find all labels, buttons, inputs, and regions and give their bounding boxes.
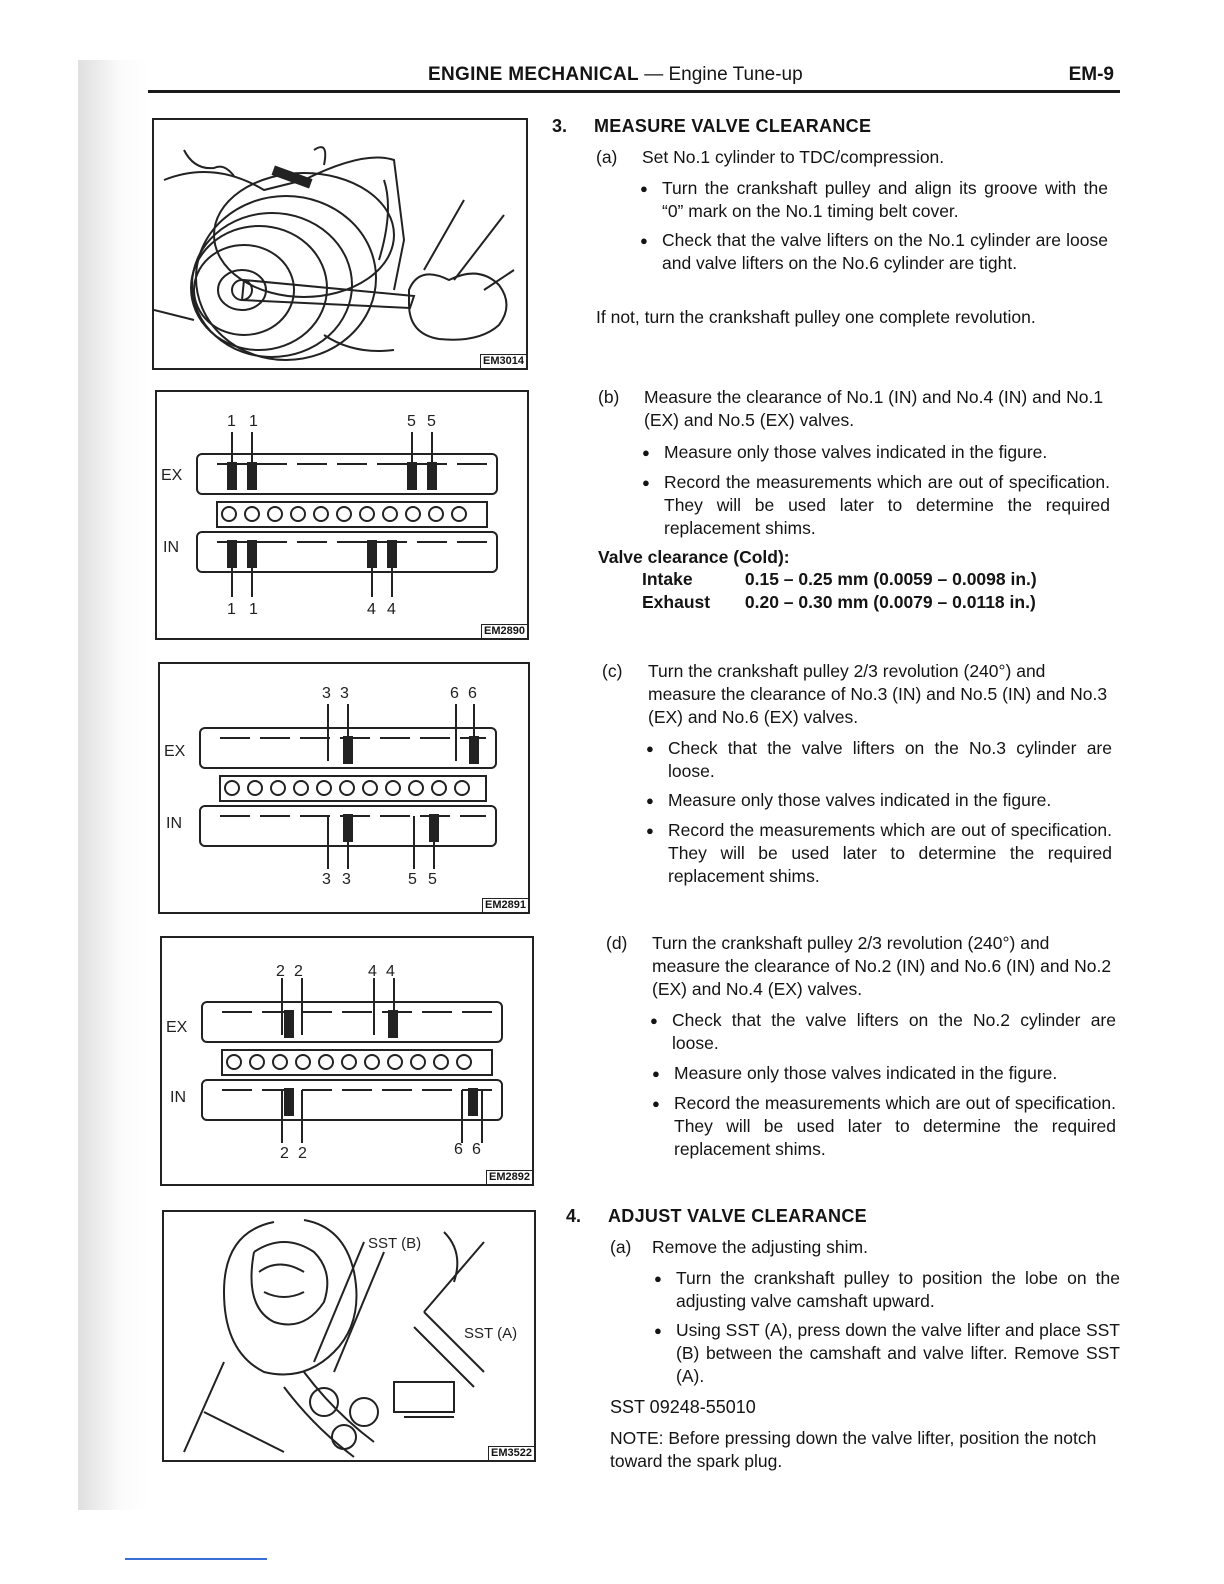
- step-text: Remove the adjusting shim.: [652, 1237, 868, 1257]
- section-number: 3.: [552, 116, 568, 136]
- label-ex-cyl-4b: 4: [386, 963, 395, 980]
- step-4a: [610, 1236, 1116, 1260]
- step-3c: [602, 660, 1114, 730]
- section-4-heading: [566, 1206, 966, 1230]
- label-in: IN: [166, 815, 182, 832]
- footer-blue-line: [125, 1558, 267, 1560]
- note-4: NOTE: Before pressing down the valve lifter, position the notch toward the spark plug.: [610, 1428, 1097, 1471]
- label-ex-cyl-5a: 5: [407, 413, 416, 430]
- figure-crankshaft-pulley: [152, 118, 528, 370]
- figure-valve-layout-1: [155, 390, 529, 640]
- step-label: (a): [610, 1237, 632, 1257]
- bullet-3c-2: ● Measure only those valves indicated in the figure.: [668, 789, 1112, 812]
- intake-label: Intake: [642, 569, 693, 589]
- bullet-4a-2: ● Using SST (A), press down the valve lifter and place SST (B) between the camshaft and valve lifter. Remove SST (A).: [676, 1319, 1120, 1388]
- note-3a: If not, turn the crankshaft pulley one complete revolution.: [596, 307, 1036, 327]
- label-ex-cyl-1b: 1: [249, 413, 258, 430]
- bullet-3b-2: ● Record the measurements which are out of specification. They will be used later to determine the required replacement shims.: [664, 471, 1110, 540]
- step-3a: [596, 146, 1116, 170]
- bullet-4a-1: ● Turn the crankshaft pulley to position the lobe on the adjusting valve camshaft upward.: [676, 1267, 1120, 1313]
- label-in-cyl-4b: 4: [387, 601, 396, 618]
- label-sst-a: SST (A): [464, 1325, 518, 1342]
- label-ex: EX: [166, 1019, 188, 1036]
- label-in: IN: [163, 539, 179, 556]
- valve-diagram: [162, 938, 532, 1184]
- step-text: Turn the crankshaft pulley 2/3 revolution (240°) and measure the clearance of No.2 (IN) and No.6 (IN) and No.2 (EX) and No.4 (EX) valves.: [652, 933, 1112, 999]
- label-ex-cyl-5b: 5: [427, 413, 436, 430]
- label-in: IN: [170, 1089, 186, 1106]
- figure-code: EM2891: [482, 898, 528, 912]
- label-ex: EX: [161, 467, 183, 484]
- label-in-cyl-2a: 2: [280, 1145, 289, 1162]
- label-in-cyl-1a: 1: [227, 601, 236, 618]
- section-number: 4.: [566, 1206, 582, 1226]
- label-ex-cyl-3a: 3: [322, 685, 331, 702]
- step-label: (b): [598, 387, 620, 407]
- exhaust-spec-row: [642, 591, 1036, 613]
- intake-value: 0.15 – 0.25 mm (0.0059 – 0.0098 in.): [744, 569, 1037, 589]
- step-text: Turn the crankshaft pulley 2/3 revolution (240°) and measure the clearance of No.3 (IN) and No.5 (IN) and No.3 (EX) and No.6 (EX) valves.: [648, 661, 1108, 727]
- label-ex-cyl-2a: 2: [276, 963, 285, 980]
- figure-code: EM2892: [486, 1170, 532, 1184]
- header-rule: [148, 90, 1120, 93]
- figure-valve-layout-2: [158, 662, 530, 914]
- valve-diagram: [157, 392, 527, 638]
- label-in-cyl-6a: 6: [454, 1141, 463, 1158]
- label-ex: EX: [164, 743, 186, 760]
- bullet-3a-2: ● Check that the valve lifters on the No.1 cylinder are loose and valve lifters on the No.6 cylinder are tight.: [662, 229, 1108, 275]
- exhaust-value: 0.20 – 0.30 mm (0.0079 – 0.0118 in.): [744, 592, 1036, 612]
- step-3b: [598, 386, 1112, 434]
- intake-spec-row: [642, 568, 1037, 590]
- label-ex-cyl-1a: 1: [227, 413, 236, 430]
- bullet-3b-1: ● Measure only those valves indicated in the figure.: [664, 441, 1110, 464]
- exhaust-label: Exhaust: [642, 592, 711, 612]
- sst-number: SST 09248-55010: [610, 1397, 756, 1417]
- step-label: (c): [602, 661, 623, 681]
- valve-diagram: [160, 664, 528, 912]
- section-title: ADJUST VALVE CLEARANCE: [608, 1206, 867, 1226]
- label-ex-cyl-6a: 6: [450, 685, 459, 702]
- figure-code: EM3014: [480, 354, 526, 368]
- label-in-cyl-3a: 3: [322, 871, 331, 888]
- header-section: ENGINE MECHANICAL: [428, 64, 639, 85]
- step-text: Set No.1 cylinder to TDC/compression.: [642, 147, 945, 167]
- figure-code: EM2890: [481, 624, 527, 638]
- figure-sst-tools: [162, 1210, 536, 1462]
- bullet-3c-3: ● Record the measurements which are out of specification. They will be used later to determine the required replacement shims.: [668, 819, 1112, 888]
- label-in-cyl-2b: 2: [298, 1145, 307, 1162]
- section-3-heading: [552, 116, 952, 140]
- label-ex-cyl-4a: 4: [368, 963, 377, 980]
- bullet-3d-2: ● Measure only those valves indicated in the figure.: [674, 1062, 1116, 1085]
- section-title: MEASURE VALVE CLEARANCE: [594, 116, 872, 136]
- figure-code: EM3522: [488, 1446, 534, 1460]
- scan-edge-shadow: [78, 60, 148, 1510]
- label-in-cyl-1b: 1: [249, 601, 258, 618]
- bullet-3a-1: ● Turn the crankshaft pulley and align its groove with the “0” mark on the No.1 timing belt cover.: [662, 177, 1108, 223]
- step-3d: [606, 932, 1116, 1002]
- header-title: [428, 64, 803, 86]
- label-ex-cyl-2b: 2: [294, 963, 303, 980]
- label-ex-cyl-6b: 6: [468, 685, 477, 702]
- label-in-cyl-3b: 3: [342, 871, 351, 888]
- pulley-illustration: [154, 120, 526, 368]
- label-in-cyl-6b: 6: [472, 1141, 481, 1158]
- page-number: EM-9: [1068, 64, 1114, 85]
- label-in-cyl-5b: 5: [428, 871, 437, 888]
- step-label: (a): [596, 147, 618, 167]
- figure-valve-layout-3: [160, 936, 534, 1186]
- label-in-cyl-4a: 4: [367, 601, 376, 618]
- valve-clearance-heading: Valve clearance (Cold):: [598, 547, 790, 567]
- header-subtitle: — Engine Tune-up: [644, 64, 803, 85]
- page-header: [148, 62, 1120, 92]
- label-ex-cyl-3b: 3: [340, 685, 349, 702]
- step-text: Measure the clearance of No.1 (IN) and No.4 (IN) and No.1 (EX) and No.5 (EX) valves.: [644, 387, 1104, 430]
- step-label: (d): [606, 933, 628, 953]
- sst-illustration: [164, 1212, 534, 1460]
- bullet-3c-1: ● Check that the valve lifters on the No.3 cylinder are loose.: [668, 737, 1112, 783]
- label-sst-b: SST (B): [368, 1235, 422, 1252]
- bullet-3d-3: ● Record the measurements which are out of specification. They will be used later to determine the required replacement shims.: [674, 1092, 1116, 1161]
- bullet-3d-1: ● Check that the valve lifters on the No.2 cylinder are loose.: [672, 1009, 1116, 1055]
- label-in-cyl-5a: 5: [408, 871, 417, 888]
